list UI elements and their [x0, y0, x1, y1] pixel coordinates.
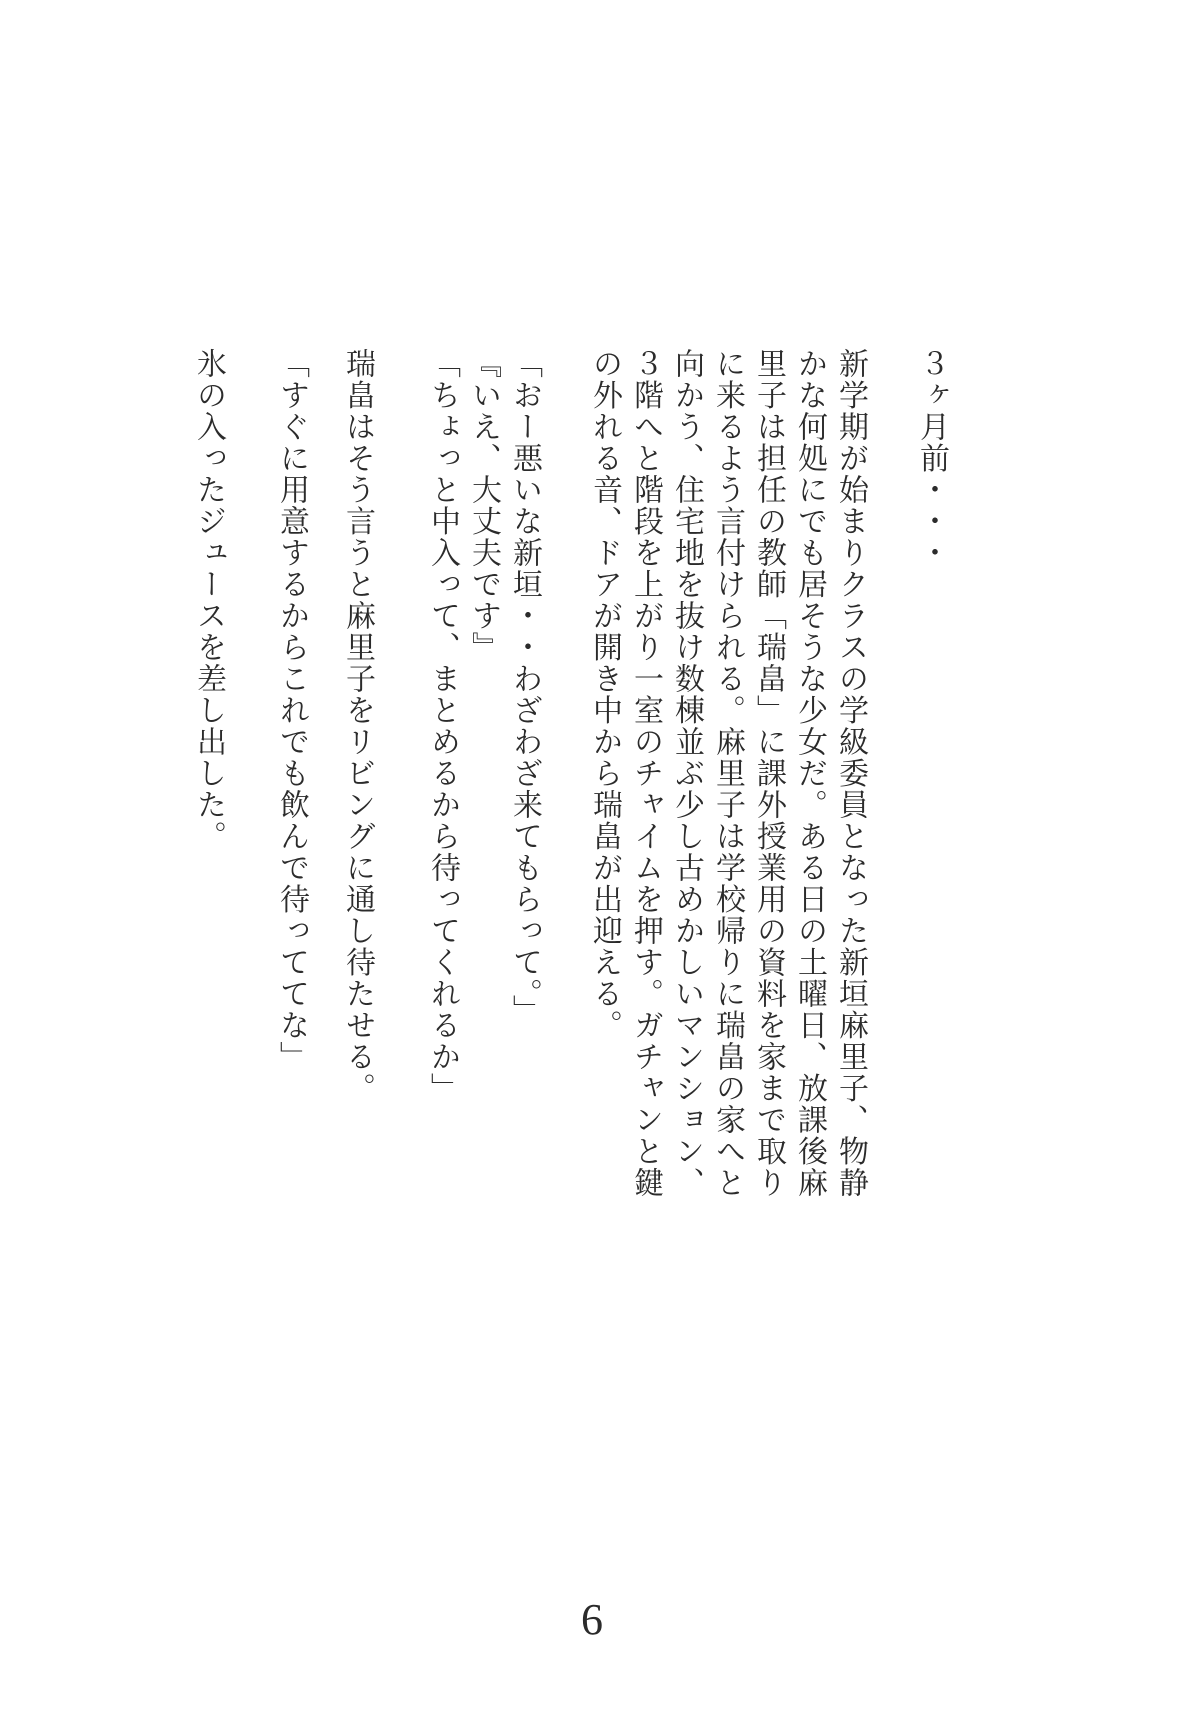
vertical-text-block — [188, 348, 952, 1228]
dialogue-line: 「すぐに用意するからこれでも飲んで待っててな」 — [275, 348, 308, 1073]
dialogue-line: 『いえ、大丈夫です』 — [467, 348, 500, 663]
text-line: 向かう、住宅地を抜け数棟並ぶ少し古めかしいマンション、 — [670, 348, 703, 1199]
dialogue-line: 「ちょっと中入って、まとめるから待ってくれるか」 — [426, 348, 459, 1104]
text-line: 新学期が始まりクラスの学級委員となった新垣麻里子、物静 — [834, 348, 867, 1199]
text-line: 瑞畠はそう言うと麻里子をリビングに通し待たせる。 — [341, 348, 374, 1104]
text-line: 氷の入ったジュースを差し出した。 — [192, 348, 225, 852]
text-line: かな何処にでも居そうな少女だ。ある日の土曜日、放課後麻 — [793, 348, 826, 1199]
text-line: の外れる音、ドアが開き中から瑞畠が出迎える。 — [588, 348, 621, 1041]
text-line: 里子は担任の教師「瑞畠」に課外授業用の資料を家まで取り — [752, 348, 785, 1199]
dialogue-line: 「おー悪いな新垣・・わざわざ来てもらって。」 — [508, 348, 541, 1026]
text-line: に来るよう言付けられる。麻里子は学校帰りに瑞畠の家へと — [711, 348, 744, 1199]
page-number: 6 — [581, 1595, 603, 1644]
text-line: ３階へと階段を上がり一室のチャイムを押す。ガチャンと鍵 — [629, 348, 662, 1199]
heading-line: ３ヶ月前・・・ — [915, 348, 948, 569]
